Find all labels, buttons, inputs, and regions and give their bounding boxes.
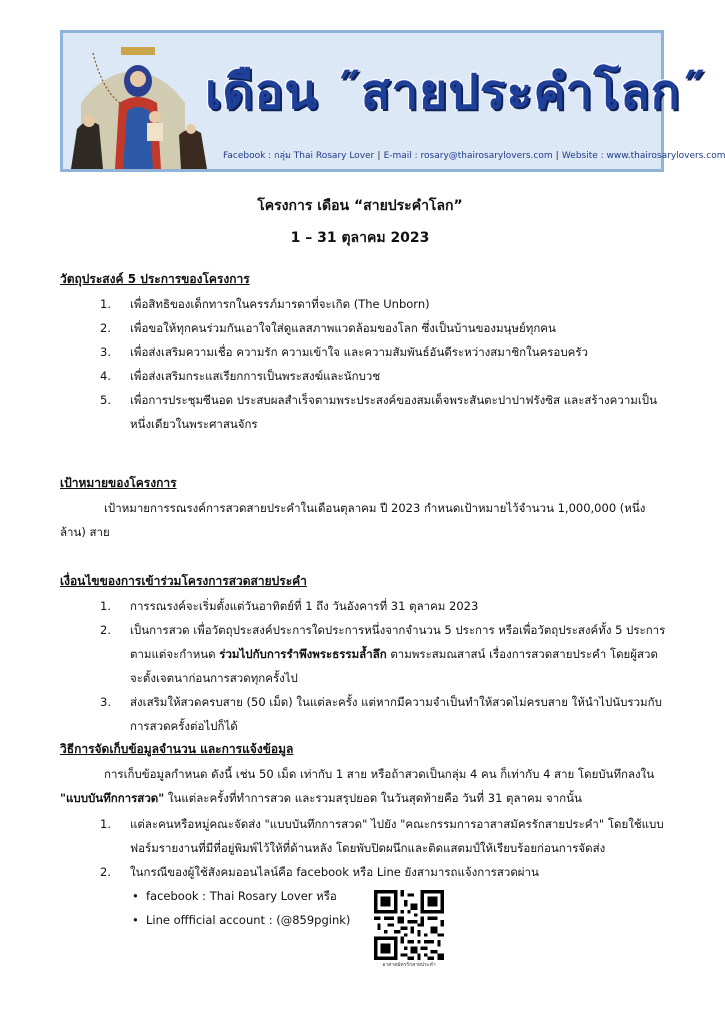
method-heading: วิธีการจัดเก็บข้อมูลจำนวน และการแจ้งข้อมูล bbox=[60, 742, 294, 756]
goal-paragraph: เป้าหมายการรณรงค์การสวดสายประคำในเดือนตุลาคม ปี 2023 กำหนดเป้าหมายไว้จำนวน 1,000,000 (หนึ่งล้าน) สาย bbox=[60, 501, 646, 539]
list-item: 5. เพื่อการประชุมซีนอด ประสบผลสำเร็จตามพระประสงค์ของสมเด็จพระสันตะปาปาฟรังซิส และสร้างความเป็นหนึ่งเดียวในพระศาสนจักร bbox=[100, 393, 657, 431]
madonna-rosary-image bbox=[63, 33, 213, 169]
goal-heading: เป้าหมายของโครงการ bbox=[60, 476, 177, 490]
line-bullet: • Line offficial account : (@859pgink) bbox=[132, 908, 350, 932]
list-item: 4. เพื่อส่งเสริมกระแสเรียกการเป็นพระสงฆ์และนักบวช bbox=[100, 369, 381, 383]
qr-caption: อาสาสมัครรักสายประคำ bbox=[382, 962, 436, 968]
list-item: 1. แต่ละคนหรือหมู่คณะจัดส่ง "แบบบันทึกการสวด" ไปยัง "คณะกรรมการอาสาสมัครรักสายประคำ" โดยใช้แบบฟอร์มรายงานที่มีที่อยู่พิมพ์ไว้ให้ที่ด้านหลัง โดยพับปิดผนึกและติดแสตมป์ให้เรียบร้อยก่อนการจัดส่ง bbox=[100, 817, 664, 855]
facebook-link[interactable]: Facebook : กลุ่ม Thai Rosary Lover bbox=[223, 151, 375, 161]
list-item: 1. เพื่อสิทธิของเด็กทารกในครรภ์มารดาที่จะเกิด (The Unborn) bbox=[100, 297, 430, 311]
facebook-bullet: • facebook : Thai Rosary Lover หรือ bbox=[132, 884, 350, 908]
document-title: โครงการ เดือน “สายประคำโลก” bbox=[257, 198, 463, 214]
list-item: 2. ในกรณีของผู้ใช้สังคมออนไลน์คือ facebook หรือ Line ยังสามารถแจ้งการสวดผ่าน bbox=[100, 865, 539, 879]
banner-contact: Facebook : กลุ่ม Thai Rosary Lover | E-mail : rosary@thairosarylovers.com | Website : www.thairosarylovers.com bbox=[223, 151, 725, 161]
conditions-list bbox=[100, 594, 666, 738]
objectives-list bbox=[100, 292, 666, 436]
contact-bullets bbox=[132, 884, 350, 932]
list-item: 2. เป็นการสวด เพื่อวัตถุประสงค์ประการใดประการหนึ่งจากจำนวน 5 ประการ หรือเพื่อวัตถุประสงค์ทั้ง 5 ประการตามแต่จะกำหนด ร่วมไปกับการรำพึงพระธรรมล้ำลึก ตามพระสมณสาสน์ เรื่องการสวดสายประคำ โดยผู้สวดจะตั้งเจตนาก่อนการสวดทุกครั้งไป bbox=[100, 623, 666, 685]
header-banner bbox=[60, 30, 725, 172]
document-date: 1 – 31 ตุลาคม 2023 bbox=[290, 230, 430, 246]
list-item: 3. ส่งเสริมให้สวดครบสาย (50 เม็ด) ในแต่ละครั้ง แต่หากมีความจำเป็นทำให้สวดไม่ครบสาย ให้นำไปนับรวมกับการสวดครั้งต่อไปก็ได้ bbox=[100, 695, 662, 733]
list-item: 3. เพื่อส่งเสริมความเชื่อ ความรัก ความเข้าใจ และความสัมพันธ์อันดีระหว่างสมาชิกในครอบครัว bbox=[100, 345, 588, 359]
method-paragraph: การเก็บข้อมูลกำหนด ดังนี้ เช่น 50 เม็ด เท่ากับ 1 สาย หรือถ้าสวดเป็นกลุ่ม 4 คน ก็เท่ากับ 4 สาย โดยบันทึกลงใน "แบบบันทึกการสวด" ในแต่ละครั้งที่ทำการสวด และรวมสรุปยอด ในวันสุดท้ายคือ วันที่ 31 ตุลาคม จากนั้น bbox=[60, 767, 655, 805]
method-list bbox=[100, 812, 666, 884]
banner-title: เดือน ˝สายประคำโลก˝ bbox=[205, 64, 706, 120]
list-item: 1. การรณรงค์จะเริ่มตั้งแต่วันอาทิตย์ที่ 1 ถึง วันอังคารที่ 31 ตุลาคม 2023 bbox=[100, 599, 479, 613]
website-link[interactable]: Website : www.thairosarylovers.com bbox=[561, 151, 725, 161]
email-link[interactable]: E-mail : rosary@thairosarylovers.com bbox=[383, 151, 553, 161]
objectives-heading: วัตถุประสงค์ 5 ประการของโครงการ bbox=[60, 272, 250, 286]
list-item: 2. เพื่อขอให้ทุกคนร่วมกันเอาใจใส่ดูแลสภาพแวดล้อมของโลก ซึ่งเป็นบ้านของมนุษย์ทุกคน bbox=[100, 321, 556, 335]
line-qr-code-icon[interactable] bbox=[374, 890, 444, 960]
conditions-heading: เงื่อนไขของการเข้าร่วมโครงการสวดสายประคำ bbox=[60, 574, 307, 588]
